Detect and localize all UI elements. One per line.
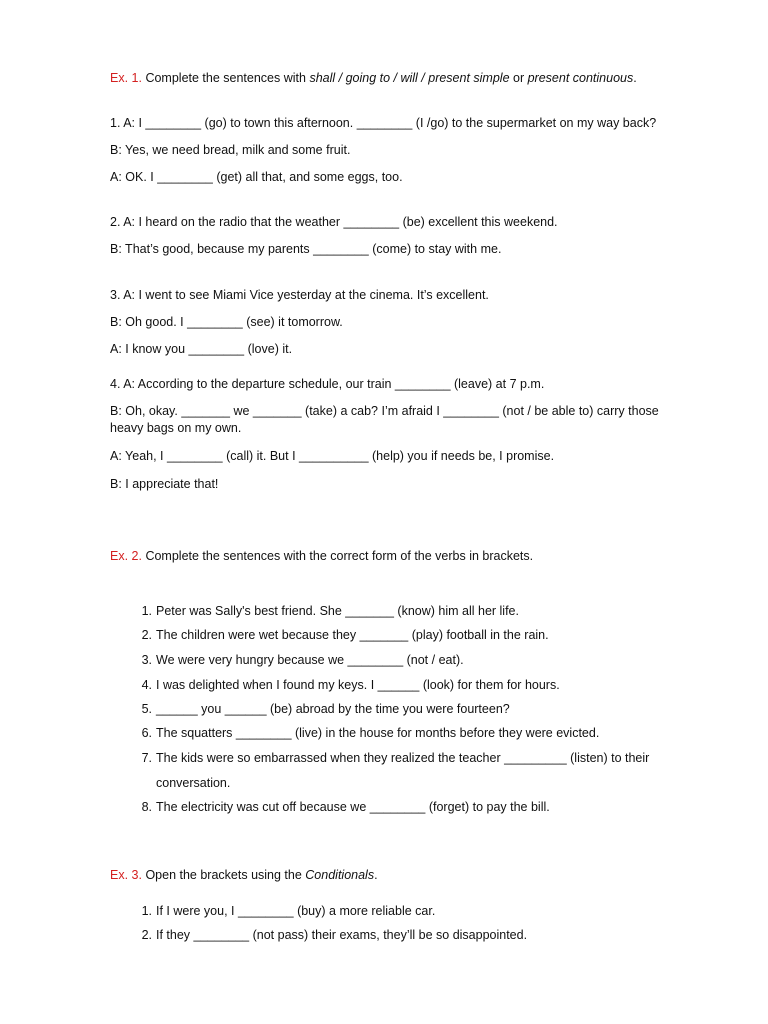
ex1-line-wrapped: B: Oh, okay. _______ we _______ (take) a cab? I’m afraid I ________ (not / be able to) carry those heavy bags on my own. — [110, 404, 659, 435]
item-text: ______ you ______ (be) abroad by the time you were fourteen? — [156, 702, 510, 716]
item-text: We were very hungry because we ________ (not / eat). — [156, 653, 464, 667]
ex1-italic-1: shall / going to / will / present simple — [309, 71, 510, 85]
item-number: 1. — [141, 904, 152, 918]
item-text: If they ________ (not pass) their exams, they’ll be so disappointed. — [156, 928, 528, 942]
item-number: 1. — [141, 604, 152, 618]
item-text: conversation. — [156, 776, 231, 790]
ex1-heading — [110, 70, 637, 86]
ex1-text-c: . — [633, 71, 637, 85]
ex3-heading — [110, 867, 378, 883]
item-number: 7. — [141, 751, 152, 765]
ex2-label: Ex. 2. — [110, 549, 142, 563]
item-number: 8. — [141, 800, 152, 814]
item-text: The electricity was cut off because we ________ (forget) to pay the bill. — [156, 800, 550, 814]
item-text: The children were wet because they _______ (play) football in the rain. — [156, 628, 549, 642]
ex1-line: A: I know you ________ (love) it. — [110, 342, 293, 356]
item-text: Peter was Sally's best friend. She _______ (know) him all her life. — [156, 604, 519, 618]
ex1-label: Ex. 1. — [110, 71, 142, 85]
ex2-text: Complete the sentences with the correct form of the verbs in brackets. — [145, 549, 534, 563]
item-text: If I were you, I ________ (buy) a more reliable car. — [156, 904, 436, 918]
ex1-line: A: Yeah, I ________ (call) it. But I __________ (help) you if needs be, I promise. — [110, 449, 555, 463]
item-text: I was delighted when I found my keys. I ______ (look) for them for hours. — [156, 678, 560, 692]
ex1-line: 3. A: I went to see Miami Vice yesterday at the cinema. It’s excellent. — [110, 288, 489, 302]
item-number: 2. — [141, 928, 152, 942]
ex1-line: B: I appreciate that! — [110, 477, 219, 491]
ex1-text-a: Complete the sentences with — [145, 71, 310, 85]
ex1-line: B: Yes, we need bread, milk and some fruit. — [110, 143, 351, 157]
item-number: 6. — [141, 726, 152, 740]
ex3-text-b: . — [374, 868, 378, 882]
ex1-line: 1. A: I ________ (go) to town this afternoon. ________ (I /go) to the supermarket on my way back? — [110, 116, 657, 130]
item-text: The squatters ________ (live) in the house for months before they were evicted. — [156, 726, 600, 740]
ex1-line: A: OK. I ________ (get) all that, and some eggs, too. — [110, 170, 403, 184]
ex3-label: Ex. 3. — [110, 868, 142, 882]
item-number: 4. — [141, 678, 152, 692]
ex1-text-b: or — [509, 71, 528, 85]
item-number: 2. — [141, 628, 152, 642]
ex2-heading — [110, 548, 533, 564]
ex1-line: 2. A: I heard on the radio that the weather ________ (be) excellent this weekend. — [110, 215, 558, 229]
ex3-italic: Conditionals — [305, 868, 375, 882]
ex3-text-a: Open the brackets using the — [145, 868, 306, 882]
item-number: 5. — [141, 702, 152, 716]
ex1-line: B: Oh good. I ________ (see) it tomorrow. — [110, 315, 343, 329]
ex1-line: 4. A: According to the departure schedule, our train ________ (leave) at 7 p.m. — [110, 377, 545, 391]
item-text: The kids were so embarrassed when they realized the teacher _________ (listen) to their — [156, 751, 650, 765]
item-number: 3. — [141, 653, 152, 667]
ex1-line: B: That’s good, because my parents ________ (come) to stay with me. — [110, 242, 502, 256]
ex1-italic-2: present continuous — [527, 71, 634, 85]
